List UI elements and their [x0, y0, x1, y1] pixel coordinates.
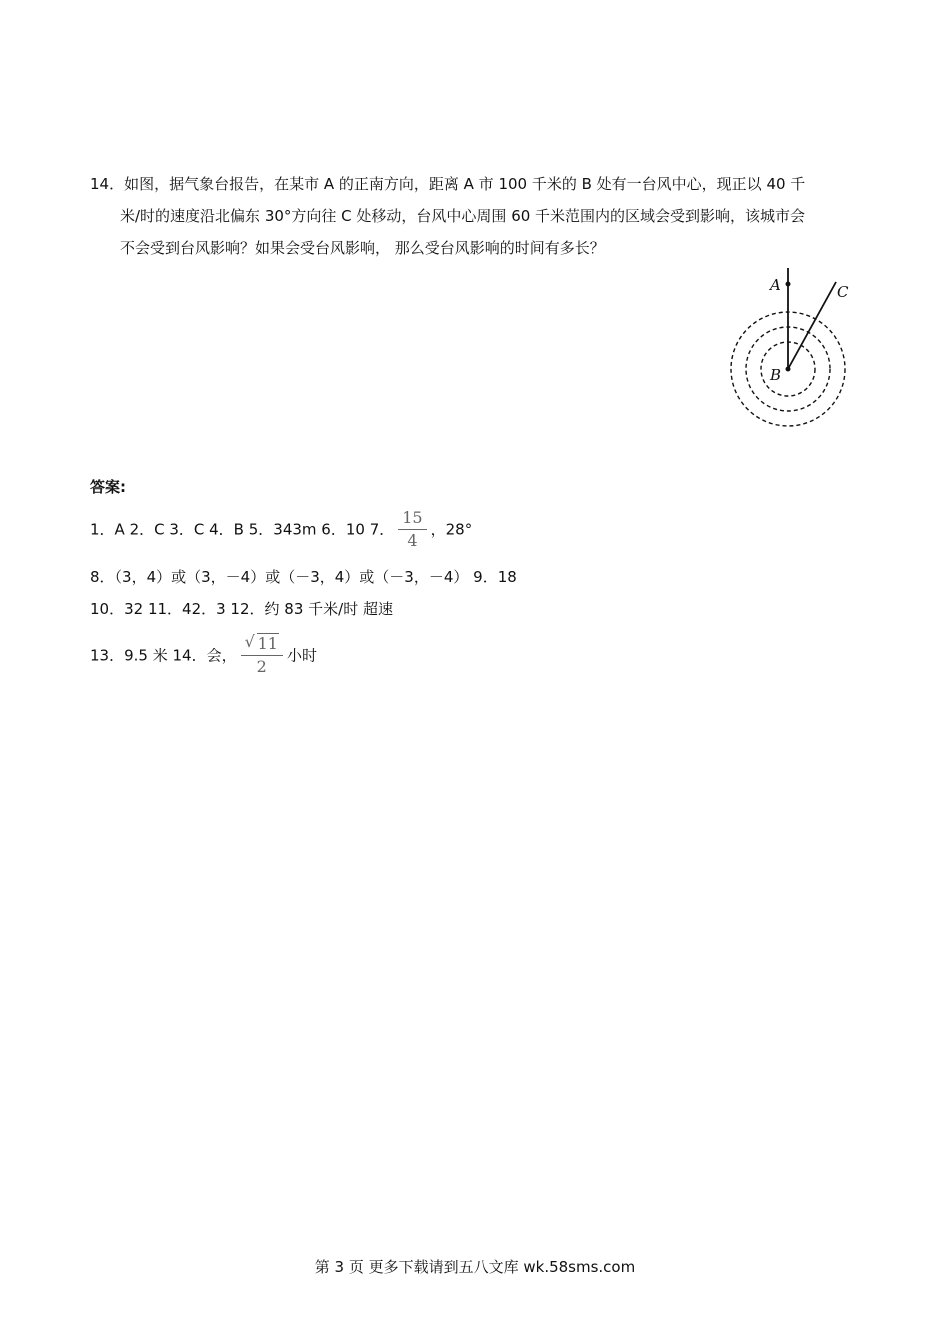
fraction-sqrt11-2 — [241, 634, 283, 678]
answers-line-13-text: 13．9.5 米 14．会， — [90, 646, 237, 665]
answers-line-10: 10．32 11．42．3 12．约 83 千米/时 超速 — [90, 600, 393, 618]
point-a — [786, 282, 791, 287]
fraction-denominator: 4 — [407, 531, 418, 550]
label-a: A — [770, 276, 781, 294]
page-footer: 第 3 页 更多下载请到五八文库 wk.58sms.com — [314, 1258, 636, 1276]
question-14-line-2: 米/时的速度沿北偏东 30°方向往 C 处移动，台风中心周围 60 千米范围内的区域会受到影响，该城市会 — [120, 207, 806, 225]
answers-line-1-suffix: ，28° — [430, 520, 473, 539]
sqrt-radicand: 11 — [257, 634, 278, 653]
label-c: C — [837, 283, 849, 301]
fraction-15-4 — [398, 508, 426, 552]
fraction-numerator-sqrt — [241, 634, 283, 656]
answers-title: 答案: — [90, 478, 126, 496]
answers-line-1 — [90, 508, 472, 552]
question-14 — [90, 168, 870, 264]
sqrt-icon: √ — [244, 632, 255, 651]
answers-line-1-text: 1．A 2．C 3．C 4．B 5．343m 6．10 7． — [90, 520, 395, 539]
answers-line-13 — [90, 634, 317, 678]
question-14-line-3: 不会受到台风影响？如果会受台风影响， 那么受台风影响的时间有多长？ — [120, 239, 605, 257]
fraction-numerator: 15 — [398, 508, 426, 530]
typhoon-diagram-svg — [728, 262, 853, 432]
question-14-line-1: 14．如图，据气象台报告，在某市 A 的正南方向，距离 A 市 100 千米的 B 处有一台风中心，现正以 40 千 — [90, 175, 806, 193]
label-b: B — [770, 366, 782, 384]
point-b — [786, 367, 791, 372]
sqrt-expression — [245, 634, 279, 654]
answers-line-13-suffix: 小时 — [286, 646, 317, 665]
answers-line-8: 8．（3，4）或（3，－4）或（－3，4）或（－3，－4） 9．18 — [90, 568, 517, 586]
fraction-denominator: 2 — [256, 657, 267, 676]
typhoon-diagram — [728, 262, 853, 432]
